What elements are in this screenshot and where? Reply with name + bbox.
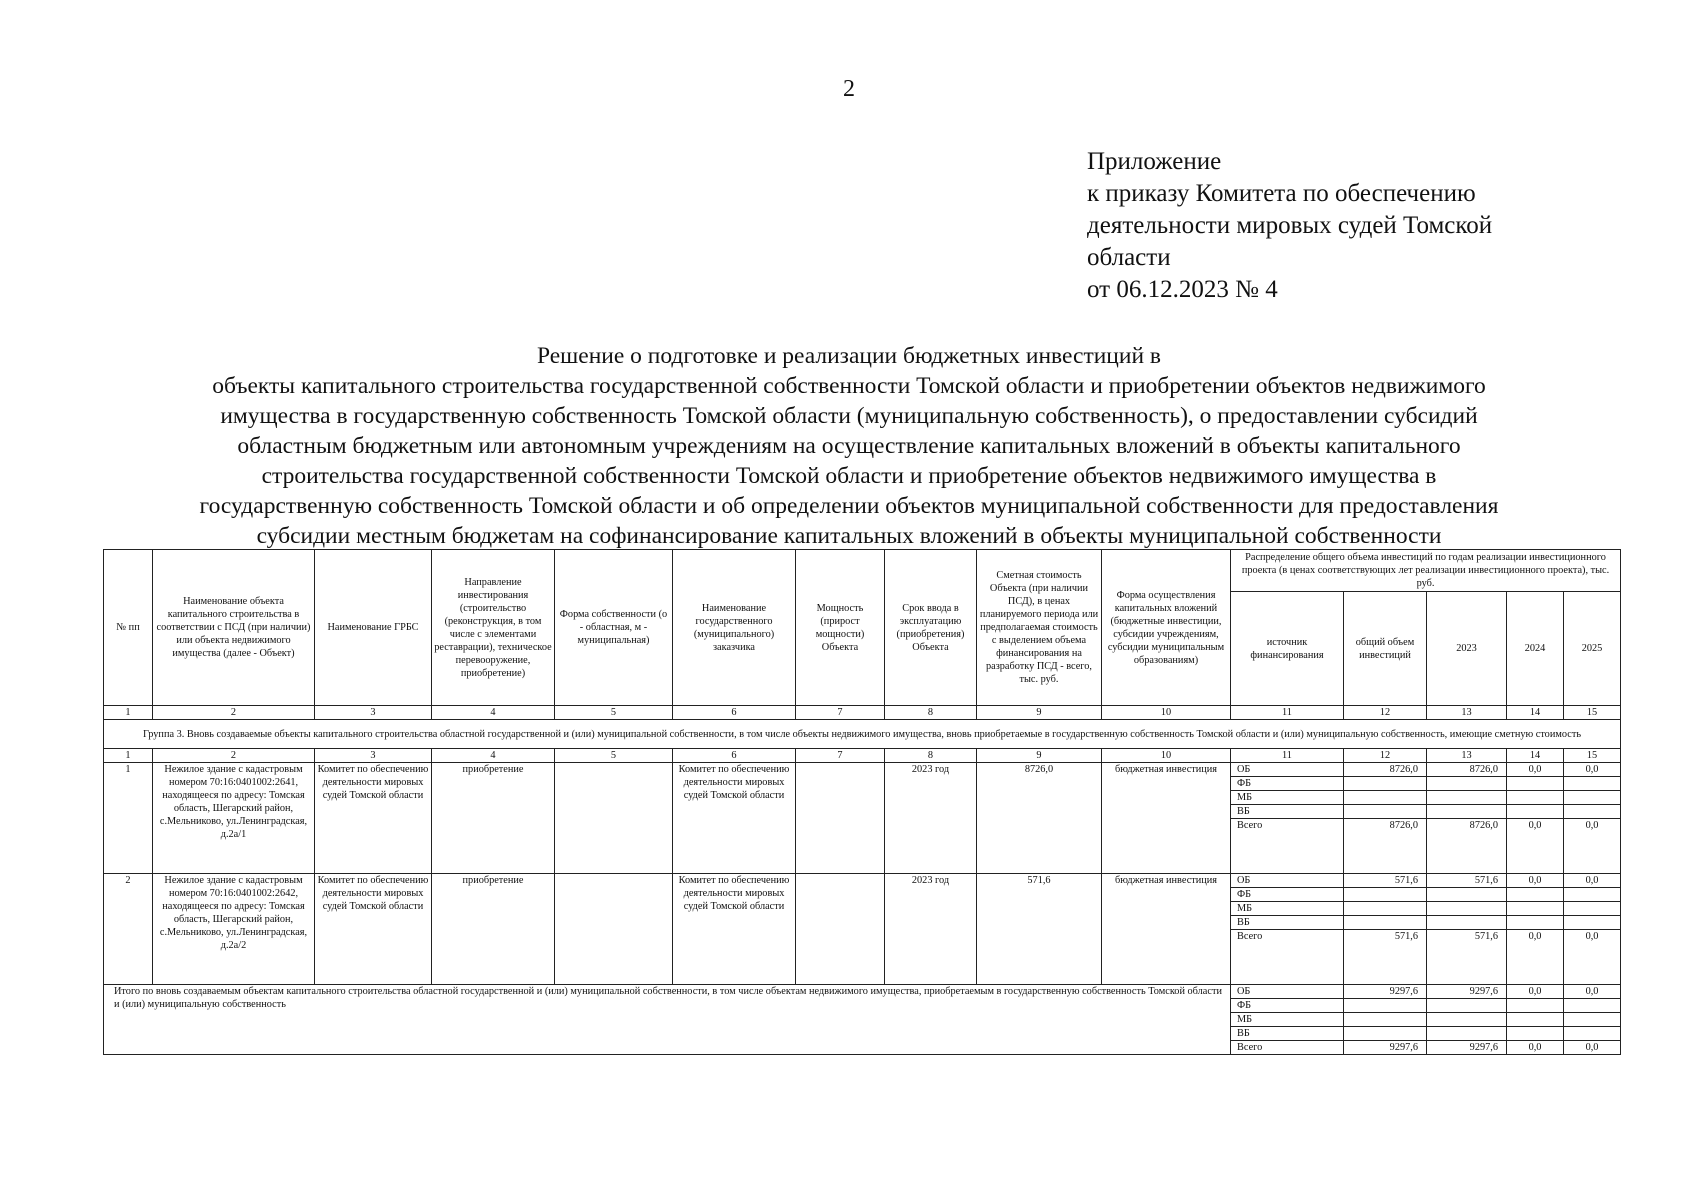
year-2024-value: 0,0 [1507, 819, 1564, 874]
year-2023-value [1427, 888, 1507, 902]
header-cell: Распределение общего объема инвестиций по годам реализации инвестиционного проекта (в ценах соответствующих лет реализации инвестиционного проекта), тыс. руб. [1231, 550, 1621, 592]
year-2025-value [1564, 805, 1621, 819]
year-2025-value [1564, 916, 1621, 930]
total-investment: 8726,0 [1344, 763, 1427, 777]
year-2023-value [1427, 791, 1507, 805]
year-2025-value: 0,0 [1564, 874, 1621, 888]
column-number: 10 [1102, 706, 1231, 720]
column-number-row [104, 749, 1621, 763]
appendix-line: от 06.12.2023 № 4 [1087, 276, 1278, 303]
title-line: областным бюджетным или автономным учреждениям на осуществление капитальных вложений в объекты капитального [237, 433, 1461, 459]
investment-direction: приобретение [432, 763, 555, 874]
column-number: 12 [1344, 749, 1427, 763]
year-2024-value: 0,0 [1507, 985, 1564, 999]
year-2025-value: 0,0 [1564, 930, 1621, 985]
title-line: государственную собственность Томской области и об определении объектов муниципальной собственности для предоставления [199, 493, 1499, 519]
header-cell: Сметная стоимость Объекта (при наличии ПСД), в ценах планируемого периода или предполагаемая стоимость с выделением объема финансирования на разработку ПСД - всего, тыс. руб. [977, 550, 1102, 706]
year-2023-value [1427, 777, 1507, 791]
year-2025-value [1564, 791, 1621, 805]
total-investment: 8726,0 [1344, 819, 1427, 874]
column-number: 3 [315, 706, 432, 720]
header-cell: Форма осуществления капитальных вложений (бюджетные инвестиции, субсидии учреждениям, субсидии муниципальным образованиям) [1102, 550, 1231, 706]
investment-direction: приобретение [432, 874, 555, 985]
funding-source: ВБ [1231, 916, 1344, 930]
year-2024-value [1507, 1027, 1564, 1041]
document-title [60, 341, 1638, 551]
year-2025-value [1564, 999, 1621, 1013]
estimated-cost: 571,6 [977, 874, 1102, 985]
appendix-line: к приказу Комитета по обеспечению [1087, 180, 1476, 207]
year-2023-value [1427, 1013, 1507, 1027]
investment-form: бюджетная инвестиция [1102, 874, 1231, 985]
column-number: 1 [104, 706, 153, 720]
title-line: субсидии местным бюджетам на софинансирование капитальных вложений в объекты муниципальной собственности [256, 523, 1442, 549]
funding-source: ФБ [1231, 888, 1344, 902]
column-number: 9 [977, 749, 1102, 763]
header-cell: Наименование объекта капитального строительства в соответствии с ПСД (при наличии) или объекта недвижимого имущества (далее - Объект) [153, 550, 315, 706]
year-2024-value [1507, 999, 1564, 1013]
column-number: 6 [673, 749, 796, 763]
appendix-line: деятельности мировых судей Томской [1087, 212, 1493, 239]
header-cell: 2023 [1427, 592, 1507, 706]
column-number: 11 [1231, 706, 1344, 720]
funding-source: ВБ [1231, 1027, 1344, 1041]
investment-form: бюджетная инвестиция [1102, 763, 1231, 874]
year-2023-value [1427, 916, 1507, 930]
capacity [796, 763, 885, 874]
header-cell: 2024 [1507, 592, 1564, 706]
column-number: 4 [432, 706, 555, 720]
column-number: 14 [1507, 706, 1564, 720]
column-number: 13 [1427, 706, 1507, 720]
header-cell: № пп [104, 550, 153, 706]
column-number: 15 [1564, 706, 1621, 720]
header-cell: Срок ввода в эксплуатацию (приобретения) Объекта [885, 550, 977, 706]
column-number: 11 [1231, 749, 1344, 763]
column-number: 7 [796, 706, 885, 720]
column-number: 14 [1507, 749, 1564, 763]
year-2023-value [1427, 805, 1507, 819]
header-cell: Направление инвестирования (строительство (реконструкция, в том числе с элементами реставрации), техническое перевооружение, приобретение) [432, 550, 555, 706]
appendix-block [1087, 146, 1492, 306]
total-investment: 571,6 [1344, 930, 1427, 985]
investment-table [103, 549, 1621, 1055]
funding-source: МБ [1231, 902, 1344, 916]
group-title-row [104, 720, 1621, 749]
estimated-cost: 8726,0 [977, 763, 1102, 874]
total-investment: 571,6 [1344, 874, 1427, 888]
year-2023-value: 571,6 [1427, 930, 1507, 985]
column-number: 9 [977, 706, 1102, 720]
header-cell: Форма собственности (о - областная, м - муниципальная) [555, 550, 673, 706]
funding-source: Всего [1231, 819, 1344, 874]
year-2024-value [1507, 888, 1564, 902]
column-number: 10 [1102, 749, 1231, 763]
year-2024-value: 0,0 [1507, 763, 1564, 777]
customer-name: Комитет по обеспечению деятельности мировых судей Томской области [673, 874, 796, 985]
year-2025-value [1564, 888, 1621, 902]
funding-source: ФБ [1231, 999, 1344, 1013]
header-cell: Наименование государственного (муниципального) заказчика [673, 550, 796, 706]
year-2024-value [1507, 902, 1564, 916]
year-2025-value: 0,0 [1564, 819, 1621, 874]
year-2023-value: 571,6 [1427, 874, 1507, 888]
grbs-name: Комитет по обеспечению деятельности мировых судей Томской области [315, 874, 432, 985]
year-2025-value [1564, 902, 1621, 916]
year-2025-value [1564, 1013, 1621, 1027]
funding-source: ВБ [1231, 805, 1344, 819]
title-line: строительства государственной собственности Томской области и приобретение объектов недвижимого имущества в [261, 463, 1437, 489]
year-2023-value: 9297,6 [1427, 1041, 1507, 1055]
year-2024-value: 0,0 [1507, 874, 1564, 888]
column-number: 3 [315, 749, 432, 763]
funding-source: Всего [1231, 930, 1344, 985]
title-line: имущества в государственную собственность Томской области (муниципальную собственность), о предоставлении субсидий [220, 403, 1478, 429]
capacity [796, 874, 885, 985]
year-2023-value: 8726,0 [1427, 763, 1507, 777]
column-number: 5 [555, 749, 673, 763]
title-line: Решение о подготовке и реализации бюджетных инвестиций в [536, 343, 1161, 369]
title-line: объекты капитального строительства государственной собственности Томской области и приобретении объектов недвижимого [212, 373, 1486, 399]
commissioning-term: 2023 год [885, 763, 977, 874]
total-investment [1344, 1013, 1427, 1027]
total-investment [1344, 777, 1427, 791]
total-investment [1344, 888, 1427, 902]
column-number: 2 [153, 749, 315, 763]
total-investment [1344, 902, 1427, 916]
funding-source: МБ [1231, 1013, 1344, 1027]
year-2025-value: 0,0 [1564, 1041, 1621, 1055]
table-row [104, 874, 1621, 888]
year-2023-value: 9297,6 [1427, 985, 1507, 999]
year-2024-value [1507, 791, 1564, 805]
total-investment [1344, 916, 1427, 930]
total-investment: 9297,6 [1344, 985, 1427, 999]
column-number: 8 [885, 749, 977, 763]
total-label: Итого по вновь создаваемым объектам капитального строительства областной государственной и (или) муниципальной собственности, в том числе объектам недвижимого имущества, приобретаемым в государственную собственность Томской области и (или) муниципальную собственность [104, 985, 1231, 1055]
appendix-line: Приложение [1087, 148, 1222, 175]
total-row [104, 985, 1621, 999]
total-investment [1344, 805, 1427, 819]
year-2024-value [1507, 1013, 1564, 1027]
column-number: 2 [153, 706, 315, 720]
funding-source: МБ [1231, 791, 1344, 805]
funding-source: Всего [1231, 1041, 1344, 1055]
table-row [104, 763, 1621, 777]
total-investment [1344, 999, 1427, 1013]
year-2025-value: 0,0 [1564, 763, 1621, 777]
year-2024-value [1507, 777, 1564, 791]
grbs-name: Комитет по обеспечению деятельности мировых судей Томской области [315, 763, 432, 874]
header-cell: 2025 [1564, 592, 1621, 706]
ownership-form [555, 763, 673, 874]
header-cell: Наименование ГРБС [315, 550, 432, 706]
column-number: 12 [1344, 706, 1427, 720]
year-2025-value [1564, 777, 1621, 791]
customer-name: Комитет по обеспечению деятельности мировых судей Томской области [673, 763, 796, 874]
year-2023-value [1427, 1027, 1507, 1041]
column-number: 6 [673, 706, 796, 720]
year-2025-value: 0,0 [1564, 985, 1621, 999]
year-2023-value [1427, 902, 1507, 916]
object-name: Нежилое здание с кадастровым номером 70:16:0401002:2642, находящееся по адресу: Томская область, Шегарский район, с.Мельниково, ул.Ленинградская, д.2а/2 [153, 874, 315, 985]
column-number: 8 [885, 706, 977, 720]
appendix-line: области [1087, 244, 1171, 271]
year-2024-value: 0,0 [1507, 1041, 1564, 1055]
column-number: 7 [796, 749, 885, 763]
commissioning-term: 2023 год [885, 874, 977, 985]
column-number-row [104, 706, 1621, 720]
total-investment [1344, 1027, 1427, 1041]
ownership-form [555, 874, 673, 985]
column-number: 15 [1564, 749, 1621, 763]
header-cell: Мощность (прирост мощности) Объекта [796, 550, 885, 706]
header-cell: общий объем инвестиций [1344, 592, 1427, 706]
year-2023-value [1427, 999, 1507, 1013]
total-investment: 9297,6 [1344, 1041, 1427, 1055]
year-2024-value: 0,0 [1507, 930, 1564, 985]
column-number: 1 [104, 749, 153, 763]
header-row [104, 550, 1621, 592]
total-investment [1344, 791, 1427, 805]
funding-source: ОБ [1231, 874, 1344, 888]
year-2025-value [1564, 1027, 1621, 1041]
funding-source: ФБ [1231, 777, 1344, 791]
page-number: 2 [843, 76, 855, 102]
header-cell: источник финансирования [1231, 592, 1344, 706]
object-name: Нежилое здание с кадастровым номером 70:16:0401002:2641, находящееся по адресу: Томская область, Шегарский район, с.Мельниково, ул.Ленинградская, д.2а/1 [153, 763, 315, 874]
funding-source: ОБ [1231, 763, 1344, 777]
row-number: 2 [104, 874, 153, 985]
column-number: 5 [555, 706, 673, 720]
row-number: 1 [104, 763, 153, 874]
year-2023-value: 8726,0 [1427, 819, 1507, 874]
column-number: 13 [1427, 749, 1507, 763]
column-number: 4 [432, 749, 555, 763]
group-title: Группа 3. Вновь создаваемые объекты капитального строительства областной государственной и (или) муниципальной собственности, в том числе объекты недвижимого имущества, вновь приобретаемые в государственную собственность Томской области и (или) муниципальную собственность, имеющие сметную стоимость [104, 720, 1621, 749]
year-2024-value [1507, 805, 1564, 819]
year-2024-value [1507, 916, 1564, 930]
funding-source: ОБ [1231, 985, 1344, 999]
